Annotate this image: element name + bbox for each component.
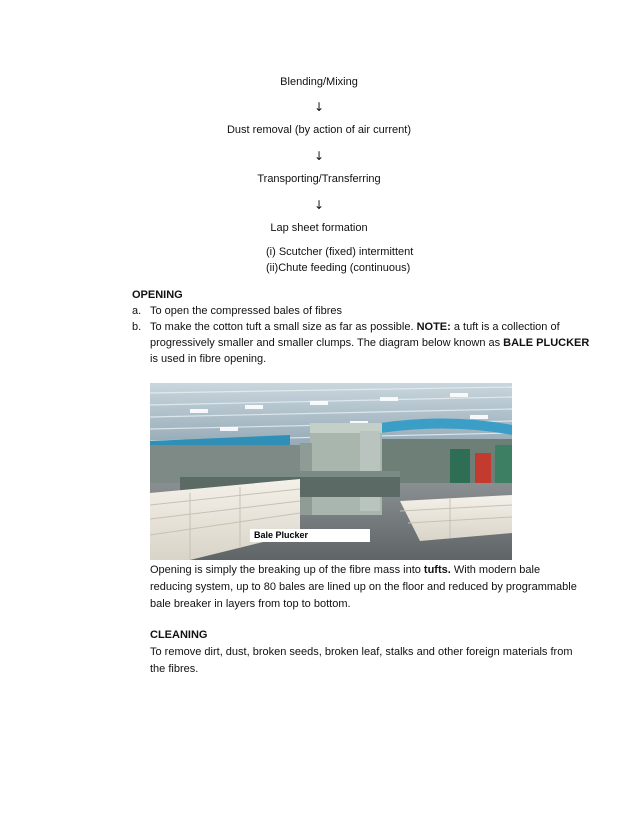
opening-item-b-text: To make the cotton tuft a small size as far as possible. bbox=[150, 321, 417, 333]
opening-item-b-line1 bbox=[150, 321, 560, 333]
list-marker-b: b. bbox=[132, 321, 142, 333]
opening-desc-line3: bale breaker in layers from top to bottom. bbox=[150, 598, 351, 610]
opening-item-b-line2 bbox=[150, 337, 589, 349]
flow-step-lap-sheet: Lap sheet formation bbox=[270, 222, 368, 234]
opening-heading: OPENING bbox=[132, 289, 183, 301]
cleaning-heading: CLEANING bbox=[150, 629, 208, 641]
cleaning-line2: the fibres. bbox=[150, 663, 199, 675]
down-arrow-icon: ↓ bbox=[313, 198, 325, 212]
bale-plucker-label: Bale Plucker bbox=[254, 530, 309, 540]
opening-item-a: To open the compressed bales of fibres bbox=[150, 305, 343, 317]
bale-plucker-term: BALE PLUCKER bbox=[503, 337, 590, 349]
opening-item-b-line3: is used in fibre opening. bbox=[150, 353, 267, 365]
down-arrow-icon: ↓ bbox=[313, 100, 325, 114]
list-marker-a: a. bbox=[132, 305, 142, 317]
bale-plucker-photo bbox=[150, 383, 512, 560]
opening-desc-text-cont: With modern bale bbox=[450, 564, 541, 576]
down-arrow-icon: ↓ bbox=[313, 149, 325, 163]
opening-desc-text: Opening is simply the breaking up of the fibre mass into bbox=[150, 564, 424, 576]
flow-sub-scutcher: (i) Scutcher (fixed) intermittent bbox=[266, 246, 414, 258]
opening-desc-line1 bbox=[150, 564, 540, 576]
note-label: NOTE: bbox=[416, 321, 451, 333]
flow-step-blending: Blending/Mixing bbox=[280, 76, 358, 88]
opening-item-b-text2: progressively smaller and smaller clumps. The diagram below known as bbox=[150, 337, 504, 349]
flow-step-transporting: Transporting/Transferring bbox=[257, 173, 381, 185]
cleaning-line1: To remove dirt, dust, broken seeds, broken leaf, stalks and other foreign materials from bbox=[150, 646, 573, 658]
opening-desc-line2: reducing system, up to 80 bales are lined up on the floor and reduced by programmable bbox=[150, 581, 577, 593]
bale-plucker-illustration bbox=[150, 383, 512, 560]
opening-item-b-text-cont: a tuft is a collection of bbox=[450, 321, 560, 333]
flow-sub-chute-feeding: (ii)Chute feeding (continuous) bbox=[266, 262, 411, 274]
flow-step-dust-removal: Dust removal (by action of air current) bbox=[226, 124, 411, 136]
tufts-term: tufts. bbox=[423, 564, 451, 576]
